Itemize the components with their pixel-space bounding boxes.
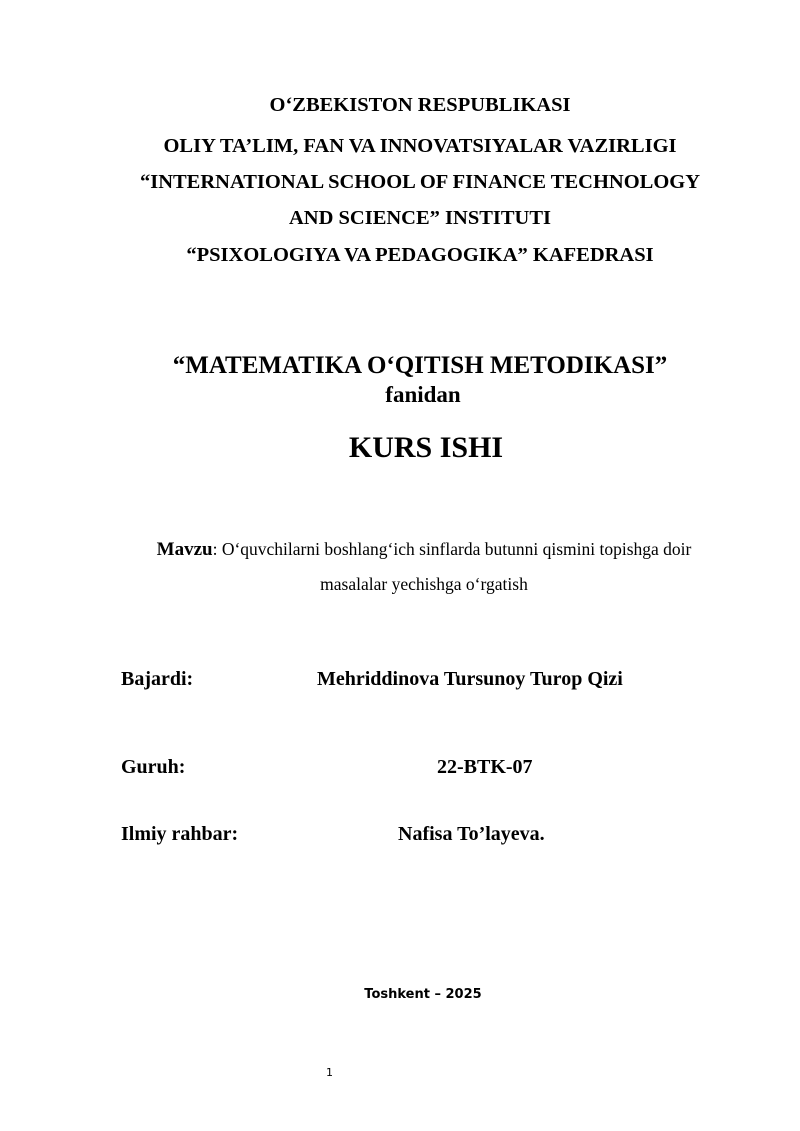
topic-line-1 (0, 539, 800, 561)
performer-value: Mehriddinova Tursunoy Turop Qizi (317, 668, 623, 690)
header-institution-line1: “INTERNATIONAL SCHOOL OF FINANCE TECHNOLOGY (139, 171, 701, 193)
group-value: 22-BTK-07 (437, 756, 533, 778)
supervisor-label: Ilmiy rahbar: (121, 823, 239, 845)
subject-suffix: fanidan (385, 382, 461, 407)
city-year: Toshkent – 2025 (364, 987, 482, 1002)
group-label: Guruh: (121, 756, 186, 778)
performer-label: Bajardi: (121, 668, 194, 690)
header-ministry: OLIY TA’LIM, FAN VA INNOVATSIYALAR VAZIRLIGI (163, 135, 677, 157)
topic-text-1: O‘quvchilarni boshlang‘ich sinflarda butunni qismini topishga doir (221, 539, 692, 559)
document-type: KURS ISHI (348, 431, 504, 464)
topic-separator: : (212, 539, 222, 559)
supervisor-value: Nafisa To’layeva. (398, 823, 545, 845)
header-country: O‘ZBEKISTON RESPUBLIKASI (269, 94, 571, 116)
topic-label: Mavzu (156, 539, 213, 560)
header-institution-line2: AND SCIENCE” INSTITUTI (288, 207, 551, 229)
header-department: “PSIXOLOGIYA VA PEDAGOGIKA” KAFEDRASI (186, 244, 654, 266)
subject-title: “MATEMATIKA O‘QITISH METODIKASI” (172, 352, 668, 379)
topic-line-2: masalalar yechishga o‘rgatish (320, 574, 528, 594)
page-number: 1 (326, 1066, 333, 1079)
